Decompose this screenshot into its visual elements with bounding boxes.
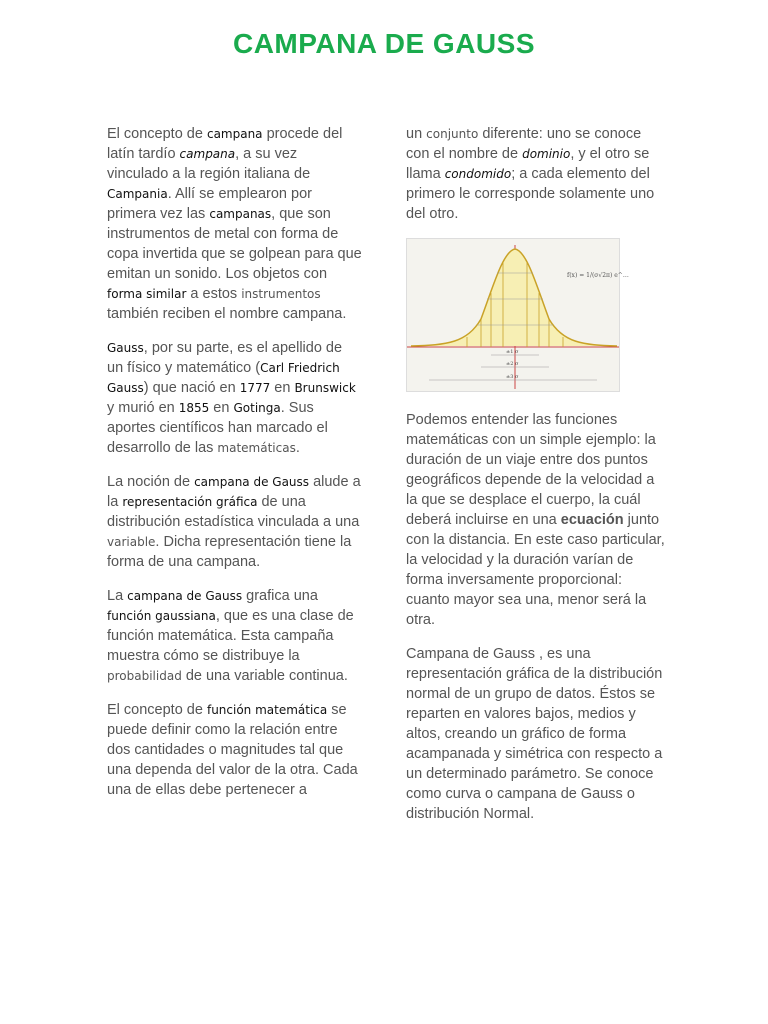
link-funcion-gaussiana[interactable]: función gaussiana xyxy=(107,609,216,623)
link-representacion-grafica[interactable]: representación gráfica xyxy=(122,495,258,509)
term-campana-latin: campana xyxy=(179,147,236,161)
link-gotinga[interactable]: Gotinga xyxy=(233,401,281,415)
term-ecuacion: ecuación xyxy=(560,512,624,528)
paragraph-funcion: El concepto de función matemática se puede definir como la relación entre dos cantidades o magnitudes tal que una dependa del valor de la otra. Cada una de ellas debe pertenecer a xyxy=(107,702,358,798)
paragraph-grafica: La campana de Gauss grafica una función gaussiana, que es una clase de función matemática. Esta campaña muestra cómo se distribuye la probabilidad de una variable continua. xyxy=(107,588,354,684)
term-dominio: dominio xyxy=(522,147,571,161)
sigma-label-2: ±2 σ xyxy=(506,361,519,367)
link-1855[interactable]: 1855 xyxy=(178,401,210,415)
left-column xyxy=(107,124,362,814)
link-gauss[interactable]: Gauss xyxy=(107,341,144,355)
paragraph-origen-campana: El concepto de campana procede del latín tardío campana, a su vez vinculado a la región italiana de Campania. Allí se emplearon por primera vez las campanas, que son instrumentos de metal con forma de copa invertida que se golpean para que emitan un sonido. Los objetos con forma similar a estos instrumentos también reciben el nombre campana. xyxy=(107,126,362,322)
link-campania[interactable]: Campania xyxy=(107,187,168,201)
link-campana[interactable]: campana xyxy=(206,127,263,141)
link-brunswick[interactable]: Brunswick xyxy=(294,381,356,395)
paragraph-definicion: Campana de Gauss , es una representación gráfica de la distribución normal de un grupo de datos. Éstos se reparten en valores bajos, medios y altos, creando un gráfico de forma acampanada y simétrica con respecto a un determinado parámetro. Se conoce como curva o campana de Gauss o distribución Normal. xyxy=(406,646,663,822)
page-title: CAMPANA DE GAUSS xyxy=(232,28,535,59)
link-campana-de-gauss[interactable]: campana de Gauss xyxy=(194,475,310,489)
paragraph-ejemplo: Podemos entender las funciones matemáticas con un simple ejemplo: la duración de un viaje entre dos puntos geográficos depende de la velocidad a la que se desplace el cuerpo, la cuál deberá incluirse en una ecuación junto con la distancia. En este caso particular, la velocidad y la duración varían de forma inversamente proporcional: cuanto mayor sea una, menor será la otra. xyxy=(406,412,665,628)
link-campanas[interactable]: campanas xyxy=(209,207,272,221)
link-probabilidad[interactable]: probabilidad xyxy=(107,669,182,683)
paragraph-gauss-biografia: Gauss, por su parte, es el apellido de un físico y matemático (Carl Friedrich Gauss) que nació en 1777 en Brunswick y murió en 1855 en Gotinga. Sus aportes científicos han marcado el desarrollo de las matemáticas. xyxy=(107,340,356,456)
formula-label: f(x) = 1/(σ√2π) e^… xyxy=(567,272,629,279)
link-conjunto[interactable]: conjunto xyxy=(426,127,479,141)
link-carl-friedrich-gauss[interactable]: Carl Friedrich Gauss xyxy=(107,361,340,395)
link-campana-de-gauss-2[interactable]: campana de Gauss xyxy=(127,589,243,603)
link-matematicas[interactable]: matemáticas xyxy=(217,441,296,455)
sigma-label-1: ±1 σ xyxy=(506,349,519,355)
link-variable[interactable]: variable xyxy=(107,535,156,549)
term-condomido: condomido xyxy=(444,167,512,181)
link-instrumentos[interactable]: instrumentos xyxy=(241,287,321,301)
paragraph-conjunto: un conjunto diferente: uno se conoce con el nombre de dominio, y el otro se llama condomido; a cada elemento del primero le corresponde solamente uno del otro. xyxy=(406,126,655,222)
sigma-label-3: ±3 σ xyxy=(506,374,519,380)
link-forma-similar[interactable]: forma similar xyxy=(107,287,187,301)
right-column xyxy=(406,124,668,838)
gauss-bell-svg xyxy=(407,239,629,391)
paragraph-nocion: La noción de campana de Gauss alude a la representación gráfica de una distribución estadística vinculada a una variable. Dicha representación tiene la forma de una campana. xyxy=(107,474,361,570)
gauss-bell-figure xyxy=(406,238,629,392)
link-1777[interactable]: 1777 xyxy=(239,381,271,395)
bell-curve-fill xyxy=(411,249,617,346)
link-funcion-matematica[interactable]: función matemática xyxy=(206,703,328,717)
